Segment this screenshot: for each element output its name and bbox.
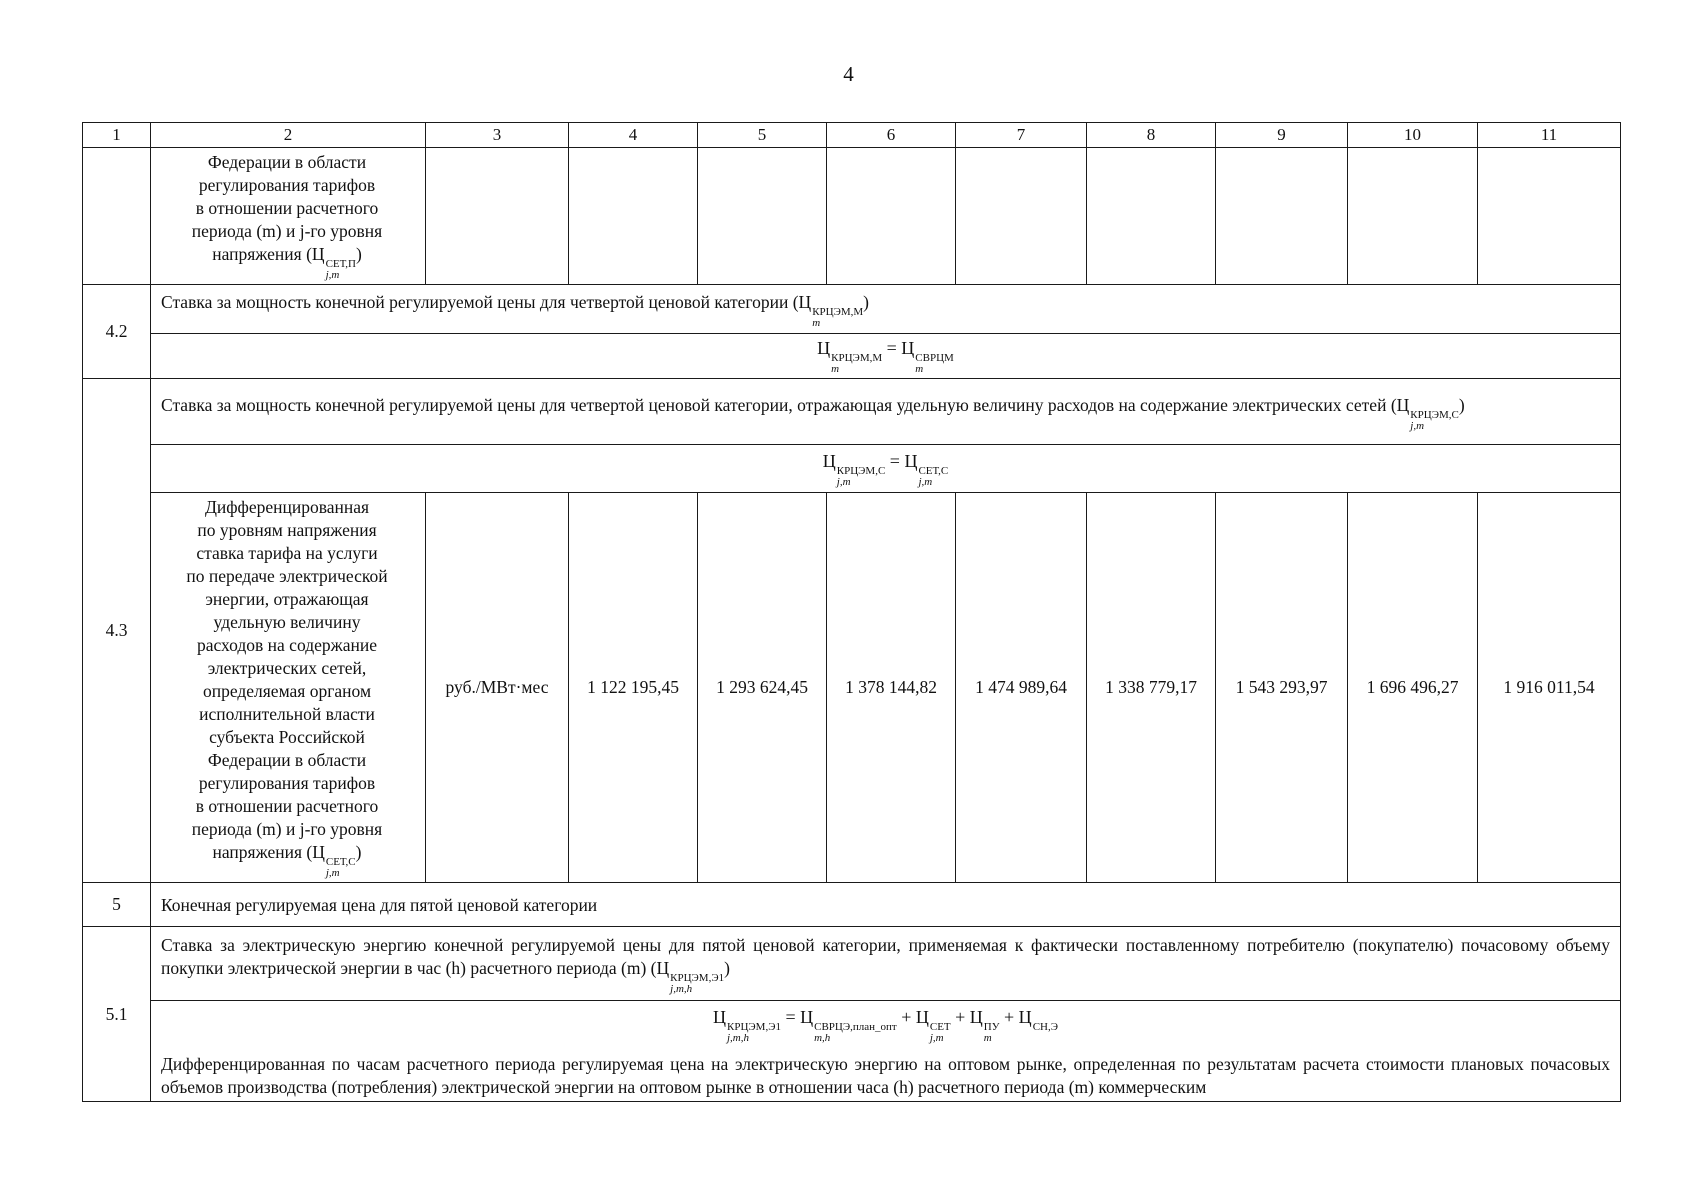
section-number: 4.2 bbox=[83, 285, 151, 379]
col-number: 9 bbox=[1216, 123, 1348, 148]
section-number: 5 bbox=[83, 883, 151, 927]
row-4-3-title bbox=[83, 379, 1621, 445]
section-number: 4.3 bbox=[83, 379, 151, 883]
tariff-table bbox=[82, 122, 1621, 1102]
page-number: 4 bbox=[843, 62, 854, 86]
formula: Ц КРЦЭМ,М m = Ц СВРЦМ m bbox=[151, 334, 1621, 379]
section-number: 5.1 bbox=[83, 927, 151, 1102]
row-4-2-formula bbox=[83, 334, 1621, 379]
col-number: 1 bbox=[83, 123, 151, 148]
row-4-2-title bbox=[83, 285, 1621, 334]
formula: Ц КРЦЭМ,Э1 j,m,h = Ц СВРЦЭ,план_опт m,h + Ц СЕТ j,m + Ц ПУ m + Ц СН,Э bbox=[713, 1007, 1058, 1044]
col-number: 11 bbox=[1478, 123, 1621, 148]
col-number: 8 bbox=[1087, 123, 1216, 148]
value-cell: 1 122 195,45 bbox=[569, 493, 698, 883]
row-5-1-heading: Ставка за электрическую энергию конечной регулируемой цены для пятой ценовой категории, применяемая к фактически поставленному потребителю (покупателю) почасовому объему покупки электрической энергии в час (h) расчетного периода (m) (Ц КРЦЭМ,Э1 j,m,h ) bbox=[151, 927, 1621, 1001]
row-4-3-formula bbox=[83, 445, 1621, 493]
value-cell: 1 293 624,45 bbox=[698, 493, 827, 883]
col-number: 10 bbox=[1348, 123, 1478, 148]
value-cell: 1 474 989,64 bbox=[956, 493, 1087, 883]
col-number: 3 bbox=[426, 123, 569, 148]
continuation-description: Федерации в области регулирования тарифов в отношении расчетного периода (m) и j-го уровня напряжения (Ц СЕТ,П j,m ) bbox=[151, 148, 426, 285]
row-5-1-formula bbox=[83, 1001, 1621, 1102]
tariff-description: Дифференцированная по уровням напряжения ставка тарифа на услуги по передаче электрической энергии, отражающая удельную величину расходов на содержание электрических сетей, определяемая органом исполнительной власти субъекта Российской Федерации в области регулирования тарифов в отношении расчетного периода (m) и j-го уровня напряжения (Ц СЕТ,С j,m ) bbox=[151, 493, 426, 883]
value-cell: 1 916 011,54 bbox=[1478, 493, 1621, 883]
col-number: 7 bbox=[956, 123, 1087, 148]
value-cell: 1 378 144,82 bbox=[827, 493, 956, 883]
row-5-1-title bbox=[83, 927, 1621, 1001]
formula: Ц КРЦЭМ,С j,m = Ц СЕТ,С j,m bbox=[151, 445, 1621, 493]
row-4-3-heading: Ставка за мощность конечной регулируемой цены для четвертой ценовой категории, отражающая удельную величину расходов на содержание электрических сетей (Ц КРЦЭМ,С j,m ) bbox=[151, 379, 1621, 445]
col-number: 5 bbox=[698, 123, 827, 148]
value-cell: 1 338 779,17 bbox=[1087, 493, 1216, 883]
row-5-heading: Конечная регулируемая цена для пятой ценовой категории bbox=[151, 883, 1621, 927]
row-5 bbox=[83, 883, 1621, 927]
unit-cell: руб./МВт·мес bbox=[426, 493, 569, 883]
row-4-3-values bbox=[83, 493, 1621, 883]
col-number: 4 bbox=[569, 123, 698, 148]
col-number: 2 bbox=[151, 123, 426, 148]
value-cell: 1 543 293,97 bbox=[1216, 493, 1348, 883]
row-4-2-heading: Ставка за мощность конечной регулируемой цены для четвертой ценовой категории (Ц КРЦЭМ,М m ) bbox=[151, 285, 1621, 334]
value-cell: 1 696 496,27 bbox=[1348, 493, 1478, 883]
col-number: 6 bbox=[827, 123, 956, 148]
price-note: Дифференцированная по часам расчетного периода регулируемая цена на электрическую энергию на оптовом рынке, определенная по результатам расчета стоимости плановых почасовых объемов производства (потребления) электрической энергии на оптовом рынке в отношении часа (h) расчетного периода (m) коммерческим bbox=[161, 1054, 1610, 1097]
continuation-row bbox=[83, 148, 1621, 285]
column-number-row bbox=[83, 123, 1621, 148]
